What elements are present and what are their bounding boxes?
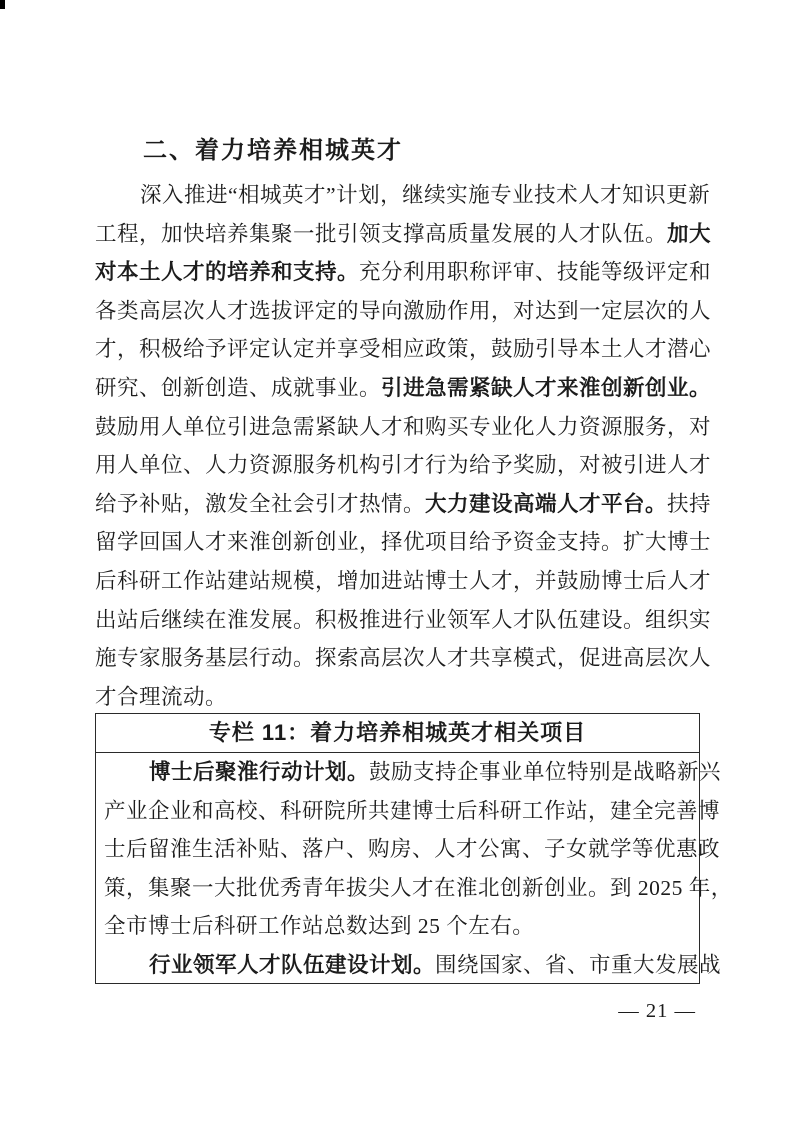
text-line [95,523,712,562]
bold-emphasis-text: 大力建设高端人才平台。 [425,491,668,516]
bold-emphasis-text: 加大 [667,221,712,246]
body-text: 才合理流动。 [95,684,228,709]
body-text: 扶持 [667,491,712,516]
text-line [104,753,722,792]
column-box-11 [95,713,733,984]
section-heading: 二、着力培养相城英才 [143,137,403,164]
body-text: 出站后继续在淮发展。积极推进行业领军人才队伍建设。组织实 [95,607,712,632]
text-line [104,792,721,831]
bold-emphasis-text: 引进急需紧缺人才来淮创新创业。 [381,375,712,400]
bold-emphasis-text: 博士后聚淮行动计划。 [149,760,370,784]
text-line [95,253,712,292]
body-text: 策，集聚一大批优秀青年拔尖人才在淮北创新创业。到 2025 年， [104,875,733,900]
body-text: 鼓励支持企事业单位特别是战略新兴 [369,760,722,784]
body-text: 用人单位、人力资源服务机构引才行为给予奖励，对被引进人才 [95,453,712,478]
body-paragraph [95,176,712,716]
text-line [95,408,712,447]
text-line [95,446,712,485]
body-text: 深入推进“相城英才”计划，继续实施专业技术人才知识更新 [140,183,711,207]
body-text: 才，积极给予评定认定并享受相应政策，鼓励引导本土人才潜心 [95,337,712,362]
page-corner-mark [0,0,5,9]
text-line [95,330,712,369]
body-text: 充分利用职称评审、技能等级评定和 [359,260,712,285]
body-text: 围绕国家、省、市重大发展战 [435,952,722,977]
body-text: 后科研工作站建站规模，增加进站博士人才，并鼓励博士后人才 [95,568,712,593]
page-number: — 21 — [618,1000,696,1022]
body-text: 施专家服务基层行动。探索高层次人才共享模式，促进高层次人 [95,646,712,671]
text-line [104,830,721,869]
body-text: 鼓励用人单位引进急需紧缺人才和购买专业化人力资源服务，对 [95,414,712,439]
text-line [95,369,712,408]
box-content [96,753,733,985]
text-line [104,869,733,908]
body-text: 产业企业和高校、科研院所共建博士后科研工作站，建全完善博 [104,798,721,823]
text-line [95,601,712,640]
body-text: 给予补贴，激发全社会引才热情。 [95,491,426,516]
text-line [95,639,712,678]
text-line [95,215,712,254]
body-text: 士后留淮生活补贴、落户、购房、人才公寓、子女就学等优惠政 [104,837,721,862]
body-text: 研究、创新创造、成就事业。 [95,375,382,400]
column-box-title: 专栏 11：着力培养相城英才相关项目 [96,714,699,753]
body-text: 留学回国人才来淮创新创业，择优项目给予资金支持。扩大博士 [95,530,712,555]
text-line [95,292,712,331]
text-line [95,678,700,717]
text-line [95,562,712,601]
bold-emphasis-text: 对本土人才的培养和支持。 [95,260,360,285]
text-line [104,946,722,985]
body-text: 工程，加快培养集聚一批引领支撑高质量发展的人才队伍。 [95,221,668,246]
bold-emphasis-text: 行业领军人才队伍建设计划。 [149,952,436,977]
body-text: 各类高层次人才选拔评定的导向激励作用，对达到一定层次的人 [95,298,712,323]
text-line [104,907,690,946]
text-line [95,176,711,215]
text-line [95,485,712,524]
body-text: 全市博士后科研工作站总数达到 25 个左右。 [104,914,535,939]
